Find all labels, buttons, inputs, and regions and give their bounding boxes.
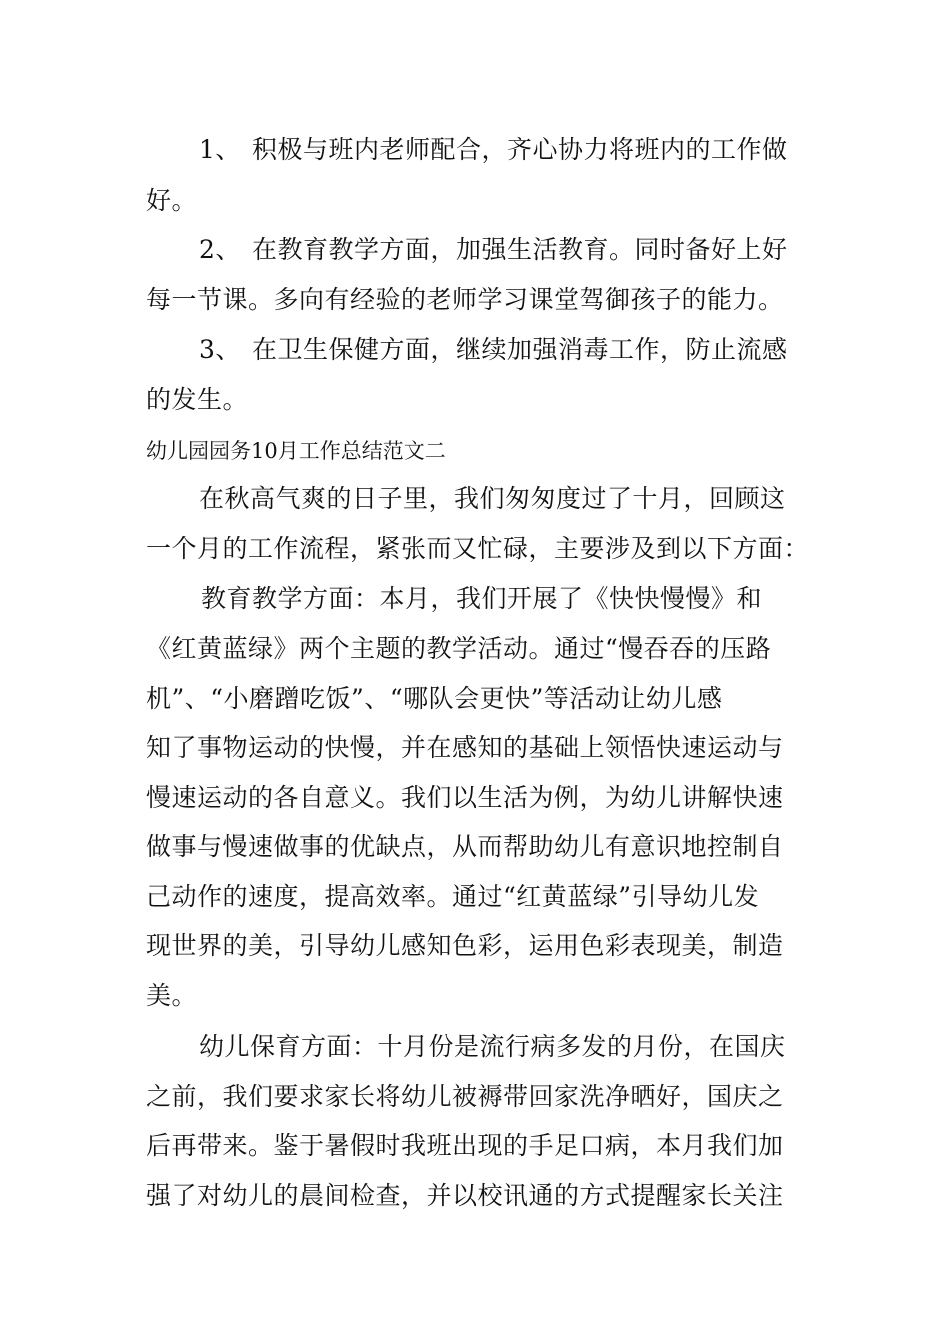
paragraph-2-line-2: 《红黄蓝绿》两个主题的教学活动。通过“慢吞吞的压路 [146,634,772,663]
list-item-3-number: 3、 [199,335,241,364]
list-item-3-continuation: 的发生。 [146,385,249,414]
paragraph-3-line-1: 幼儿保育方面：十月份是流行病多发的月份，在国庆 [199,1032,786,1061]
paragraph-3-line-4: 强了对幼儿的晨间检查，并以校讯通的方式提醒家长关注 [146,1181,784,1210]
list-item-2-text: 在教育教学方面，加强生活教育。同时备好上好 [252,235,788,264]
paragraph-1-line-1: 在秋高气爽的日子里，我们匆匆度过了十月，回顾这 [199,484,786,513]
list-item-3-first-line [199,335,788,365]
paragraph-3-line-2: 之前，我们要求家长将幼儿被褥带回家洗净晒好，国庆之 [146,1082,784,1111]
paragraph-2-line-1: 教育教学方面：本月，我们开展了《快快慢慢》和 [201,584,763,613]
list-item-2-first-line [199,235,788,265]
list-item-1-continuation: 好。 [146,186,198,215]
paragraph-2-line-6: 做事与慢速做事的优缺点，从而帮助幼儿有意识地控制自 [146,832,784,861]
list-item-1-first-line [199,135,788,165]
list-item-1-text: 积极与班内老师配合，齐心协力将班内的工作做 [252,135,788,164]
list-item-2-continuation: 每一节课。多向有经验的老师学习课堂驾御孩子的能力。 [146,285,784,314]
paragraph-2-line-7: 己动作的速度，提高效率。通过“红黄蓝绿”引导幼儿发 [146,882,760,911]
list-item-1-number: 1、 [199,135,241,164]
paragraph-2-line-8: 现世界的美，引导幼儿感知色彩，运用色彩表现美，制造 [146,931,784,960]
paragraph-2-line-5: 慢速运动的各自意义。我们以生活为例，为幼儿讲解快速 [146,783,784,812]
paragraph-1-line-2: 一个月的工作流程，紧张而又忙碌，主要涉及到以下方面： [146,534,810,563]
paragraph-2-line-3: 机”、“小磨蹭吃饭”、“哪队会更快”等活动让幼儿感 [146,684,723,713]
paragraph-2-line-9: 美。 [146,981,198,1010]
list-item-2-number: 2、 [199,235,241,264]
list-item-3-text: 在卫生保健方面，继续加强消毒工作，防止流感 [252,335,788,364]
paragraph-2-line-4: 知了事物运动的快慢，并在感知的基础上领悟快速运动与 [146,733,784,762]
section-heading: 幼儿园园务10月工作总结范文二 [146,439,446,463]
paragraph-3-line-3: 后再带来。鉴于暑假时我班出现的手足口病，本月我们加 [146,1131,784,1160]
